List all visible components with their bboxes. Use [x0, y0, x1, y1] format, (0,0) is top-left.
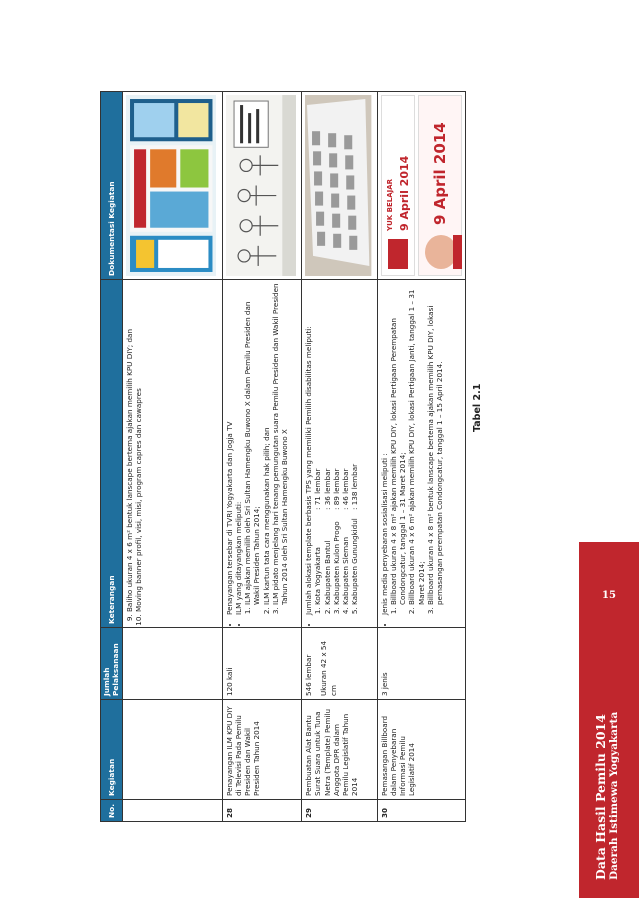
cell-jumlah [122, 628, 222, 700]
cell-no: 30 [377, 800, 465, 822]
cartoon-sketch-icon [226, 95, 296, 276]
template-photo-icon [305, 95, 371, 276]
keterangan-bullet-text: ILM yang ditayangkan meliputi: [233, 501, 243, 615]
cell-keterangan [222, 280, 302, 628]
header-keterangan: Keterangan [101, 280, 123, 628]
region-value: : 46 lembar [341, 468, 351, 510]
poster-date-big: 9 April 2014 [431, 122, 450, 225]
list-item: 1. ILM ajakan memilih oleh Sri Sultan Hamengku Buwono X dalam Pemilu Presiden dan Wakil Presiden Tahun 2014; [243, 283, 261, 605]
region-value: : 138 lembar [350, 463, 360, 510]
cell-dokumentasi [302, 92, 378, 280]
list-item [350, 283, 359, 605]
list-item: 2. Billboard ukuran 4 x 6 m² ajakan memilih KPU DIY, lokasi Pertigaan Janti, tanggal 1 – 31 Maret 2014; [407, 283, 425, 605]
keterangan-bullet [234, 283, 289, 615]
table-row-30 [377, 92, 465, 822]
side-band [579, 542, 639, 898]
keterangan-list [380, 283, 445, 624]
cell-kegiatan [122, 700, 222, 800]
cell-dokumentasi [377, 92, 465, 280]
poster-date-small: 9 April 2014 [397, 155, 411, 231]
keterangan-item: 9. Baliho ukuran 4 x 6 m² bentuk lanscape bertema ajakan memilih KPU DIY; dan [125, 283, 134, 612]
poster-logo-text: YUK BELAJAR [385, 178, 394, 231]
rotated-table-page [100, 92, 466, 822]
page-number: 15 [602, 590, 616, 601]
doc-image-template [305, 95, 374, 276]
cell-keterangan [302, 280, 378, 628]
poster-person-icon [388, 239, 408, 269]
list-item [313, 283, 322, 605]
header-jumlah: Jumlah Pelaksanaan [101, 628, 123, 700]
table-row-29 [302, 92, 378, 822]
keterangan-bullet [304, 283, 359, 615]
list-item: 3. ILM pidato menjelang hari tenang pemungutan suara Pemilu Presiden dan Wakil Presiden Tahun 2014 oleh Sri Sultan Hamengku Buwono X [271, 283, 289, 605]
keterangan-list [225, 283, 290, 624]
cell-dokumentasi [222, 92, 302, 280]
alokasi-list [313, 283, 359, 615]
list-item: 1. Billboard ukuran 4 x 8 m² ajakan memilih KPU DIY, lokasi Pertigaan Perempatan Condongcatur, tanggal 1 – 31 Maret 2014; [389, 283, 407, 605]
list-item: 3. Billboard ukuran 4 x 8 m² bentuk lanscape bertema ajakan memilih KPU DIY, lokasi pemasangan perempatan Condongcatur, tanggal 1 – 15 April 2014. [426, 283, 444, 605]
keterangan-bullet-text: Jenis media penyebaran sosialisasi meliputi : [379, 453, 389, 615]
cell-jumlah: 120 kali [222, 628, 302, 700]
cell-kegiatan: Pembuatan Alat Bantu Surat Suara untuk Tuna Netra (Template) Pemilu Anggota DPR dalam Pemilu Legislatif Tahun 2014 [302, 700, 378, 800]
doc-image-cartoon [226, 95, 299, 276]
keterangan-list [125, 283, 143, 624]
billboard-list [389, 283, 444, 615]
cell-kegiatan: Pemasangan Billboard dalam Penyebaran Informasi Pemilu Legislatif 2014 [377, 700, 465, 800]
region-name: 4. Kabupaten Sleman [341, 536, 351, 605]
table-header-row [101, 92, 123, 822]
table-row-continued [122, 92, 222, 822]
side-title-line1: Data Hasil Pemilu 2014 [593, 714, 608, 880]
cell-keterangan [122, 280, 222, 628]
region-value: : 89 lembar [331, 468, 341, 510]
table-row-28 [222, 92, 302, 822]
region-value: : 71 lembar [313, 468, 323, 510]
region-value: : 36 lembar [322, 468, 332, 510]
header-kegiatan: Kegiatan [101, 700, 123, 800]
cell-jumlah [302, 628, 378, 700]
table-caption: Tabel 2.1 [472, 383, 483, 432]
jumlah-ukuran: Ukuran 42 x 54 cm [319, 640, 338, 696]
poster-shirt-icon [453, 235, 462, 269]
list-item [341, 283, 350, 605]
side-title-line2: Daerah Istimewa Yogyakarta [608, 711, 621, 880]
cell-no: 29 [302, 800, 378, 822]
cell-kegiatan: Penayangan ILM KPU DIY di Televisi Pada Pemilu Presiden dan Wakil Presiden Tahun 2014 [222, 700, 302, 800]
header-dokumentasi: Dokumentasi Kegiatan [101, 92, 123, 280]
list-item [332, 283, 341, 605]
region-name: 5. Kabupaten Gunungkidul [350, 518, 360, 605]
cell-jumlah: 3 jenis [377, 628, 465, 700]
banner-photo-icon [126, 95, 217, 276]
kegiatan-table [100, 91, 466, 822]
doc-image-billboards [381, 95, 462, 276]
billboard-poster-big [418, 95, 462, 276]
cell-no: 28 [222, 800, 302, 822]
side-title [594, 712, 620, 880]
keterangan-bullet [380, 283, 445, 615]
list-item [323, 283, 332, 605]
cell-keterangan [377, 280, 465, 628]
keterangan-bullet: • Penayangan tersebar di TVRI Yogyakarta dan Jogja TV [225, 283, 234, 615]
region-name: 1. Kota Yogyakarta [313, 547, 323, 605]
keterangan-list [304, 283, 359, 624]
jumlah-lembar: 546 lembar [304, 654, 314, 696]
keterangan-bullet-text: Jumlah alokasi template berbasis TPS yang memiliki Pemilih disabilitas meliputi: [304, 326, 314, 615]
cell-dokumentasi [122, 92, 222, 280]
doc-image-banner [126, 95, 219, 276]
keterangan-item: 10. Moving banner profil, visi, misi, program capres dan cawapres [134, 283, 143, 612]
header-no: No. [101, 800, 123, 822]
list-item: 2. ILM kartun tata cara menggunakan hak pilih; dan [262, 283, 271, 605]
region-name: 2. Kabupaten Bantul [322, 540, 332, 605]
cell-no [122, 800, 222, 822]
region-name: 3. Kabupaten Kulon Progo [331, 521, 341, 605]
ilm-list [243, 283, 289, 615]
billboard-poster-small [381, 95, 415, 276]
